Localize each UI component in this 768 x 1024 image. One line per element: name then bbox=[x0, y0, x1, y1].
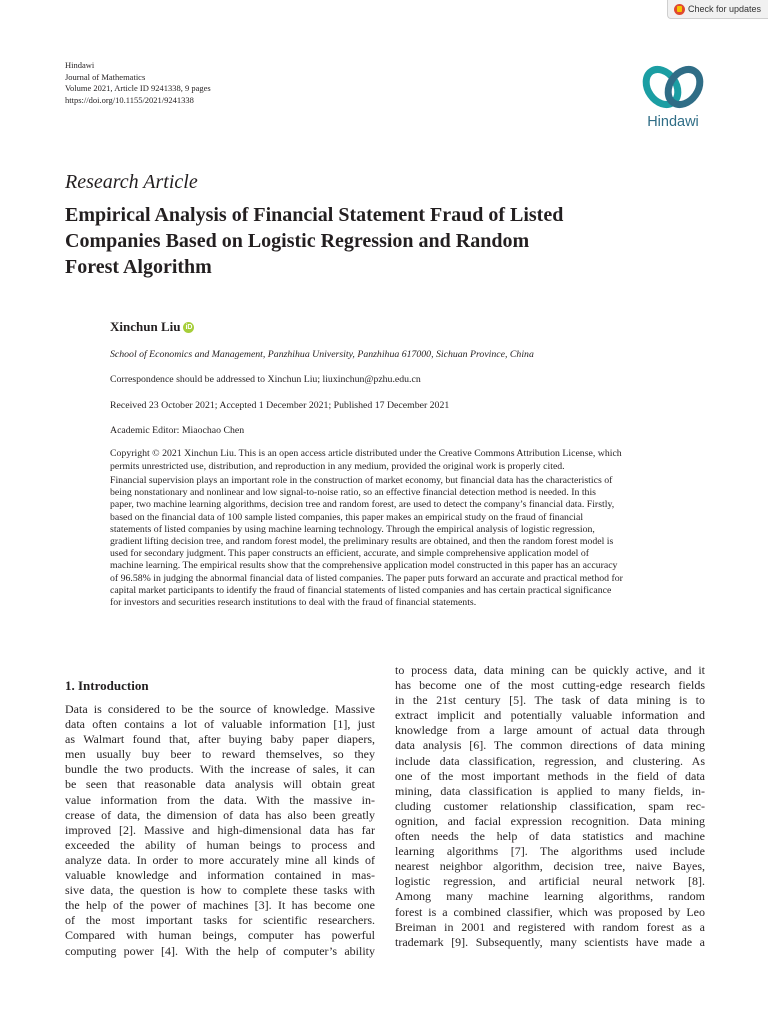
body-line: exceeded the ability of human beings to process and bbox=[65, 837, 375, 852]
abstract-line: for investors and securities research institutions to deal with the fraud of financial statements. bbox=[110, 597, 477, 609]
body-line: value information from the data. With the massive in- bbox=[65, 792, 375, 807]
journal-name: Journal of Mathematics bbox=[65, 71, 146, 82]
body-line: extract implicit and potentially valuable information and bbox=[395, 708, 705, 723]
body-line: analyze data. In order to more accurately mine all kinds of bbox=[65, 852, 375, 867]
body-line: forest is a combined classifier, which was proposed by Leo bbox=[395, 904, 705, 919]
hindawi-logo-text: Hindawi bbox=[647, 114, 699, 130]
body-line: of the most important tasks for scientific researchers. bbox=[65, 913, 375, 928]
body-line: ognition, and facial expression recognition. Data mining bbox=[395, 813, 705, 828]
body-line: data often contains a lot of valuable information [1], just bbox=[65, 717, 375, 732]
crossmark-icon bbox=[674, 4, 685, 15]
body-line: often needs the help of data statistics and machine bbox=[395, 829, 705, 844]
body-line: as Walmart found that, after buying baby paper diapers, bbox=[65, 732, 375, 747]
copyright-line: permits unrestricted use, distribution, and reproduction in any medium, provided the original work is properly cited. bbox=[110, 461, 565, 472]
body-line: Data is considered to be the source of knowledge. Massive bbox=[65, 702, 375, 716]
body-line: crease of data, the dimension of data has also been greatly bbox=[65, 807, 375, 822]
body-line: to process data, data mining can be quickly active, and it bbox=[395, 663, 705, 677]
body-column-right bbox=[395, 663, 705, 950]
abstract-line: machine learning. The empirical results show that the comprehensive application model constructed in this paper has an accuracy bbox=[110, 560, 618, 572]
body-line: knowledge from a large amount of actual data through bbox=[395, 723, 705, 738]
body-line: the help of the power of machines [3]. It has become one bbox=[65, 898, 375, 913]
body-line: learning algorithms [7]. The algorithms used include bbox=[395, 844, 705, 859]
body-line: valuable knowledge and information contained in mas- bbox=[65, 868, 375, 883]
body-line: logistic regression, and artificial neural network [8]. bbox=[395, 874, 705, 889]
body-line: Compared with human beings, computer has powerful bbox=[65, 928, 375, 943]
author-name[interactable]: Xinchun Liu bbox=[110, 319, 181, 334]
abstract-line: Financial supervision plays an important role in the construction of market economy, but financial data has the characteristics of bbox=[110, 475, 613, 486]
abstract bbox=[110, 475, 705, 609]
body-line: trademark [9]. Subsequently, many scientists have made a bbox=[395, 934, 705, 949]
copyright-line: Copyright © 2021 Xinchun Liu. This is an open access article distributed under the Creative Commons Attribution License, which bbox=[110, 448, 622, 459]
body-line: data analysis [6]. The common directions of data mining bbox=[395, 738, 705, 753]
abstract-line: gradient lifting decision tree, and random forest model, the preliminary results are obtained, and then the random forest model is bbox=[110, 536, 614, 548]
body-line: bundle the two products. With the increase of sales, it can bbox=[65, 762, 375, 777]
volume-info: Volume 2021, Article ID 9241338, 9 pages bbox=[65, 83, 211, 94]
body-line: cluding customer relationship classification, spam rec- bbox=[395, 798, 705, 813]
body-line: nearest neighbor algorithm, decision tree, naive Bayes, bbox=[395, 859, 705, 874]
body-line: be seen that reasonable data analysis will obtain great bbox=[65, 777, 375, 792]
doi-link[interactable]: https://doi.org/10.1155/2021/9241338 bbox=[65, 94, 194, 105]
abstract-line: paper, two machine learning algorithms, decision tree and random forest, are used to detect the company’s financial data. Firstly, bbox=[110, 499, 615, 511]
author bbox=[110, 319, 194, 335]
title-line: Empirical Analysis of Financial Statement Fraud of Listed bbox=[65, 204, 564, 226]
abstract-line: statements of listed companies by using machine learning technology. Through the empirical analysis of logistic regression, bbox=[110, 523, 595, 535]
article-title bbox=[65, 202, 665, 280]
affiliation: School of Economics and Management, Panzhihua University, Panzhihua 617000, Sichuan Province, China bbox=[110, 349, 534, 360]
body-line: improved [2]. Massive and high-dimensional data has far bbox=[65, 822, 375, 837]
abstract-line: capital market participants to identify the fraud of financial statements of listed companies and has certain practical significance bbox=[110, 584, 612, 596]
body-line: computing power [4]. With the help of computer’s ability bbox=[65, 943, 375, 958]
body-line: men usually buy beer to reward themselves, so they bbox=[65, 747, 375, 762]
copyright-notice bbox=[110, 447, 705, 473]
body-line: has become one of the most cutting-edge research fields bbox=[395, 678, 705, 693]
abstract-line: of 96.58% in judging the abnormal financial data of listed companies. The paper puts forward an accurate and practical method for bbox=[110, 572, 623, 584]
body-line: one of the most important methods in the field of data bbox=[395, 768, 705, 783]
publication-dates: Received 23 October 2021; Accepted 1 December 2021; Published 17 December 2021 bbox=[110, 400, 450, 411]
article-type: Research Article bbox=[65, 171, 198, 193]
body-line: in the 21st century [5]. The task of data mining is to bbox=[395, 693, 705, 708]
correspondence: Correspondence should be addressed to Xinchun Liu; liuxinchun@pzhu.edu.cn bbox=[110, 374, 421, 385]
abstract-line: used for secondary judgment. This paper constructs an efficient, accurate, and simple comprehensive application model of bbox=[110, 548, 589, 560]
body-column-left bbox=[65, 702, 375, 959]
body-line: mining, data classification is applied to many fields, in- bbox=[395, 783, 705, 798]
academic-editor: Academic Editor: Miaochao Chen bbox=[110, 425, 245, 436]
abstract-line: being nonstationary and nonlinear and low signal-to-noise ratio, so an effective financial detection method is needed. In this bbox=[110, 487, 596, 499]
title-line: Companies Based on Logistic Regression and Random bbox=[65, 230, 530, 252]
publisher-name: Hindawi bbox=[65, 60, 95, 70]
orcid-icon[interactable]: iD bbox=[185, 323, 193, 331]
body-line: Among many machine learning algorithms, random bbox=[395, 889, 705, 904]
body-line: sive data, the question is how to complete these tasks with bbox=[65, 883, 375, 898]
body-line: include data classification, regression, and clustering. As bbox=[395, 753, 705, 768]
check-for-updates-label: Check for updates bbox=[688, 4, 762, 14]
section-heading: 1. Introduction bbox=[65, 678, 149, 693]
check-for-updates-badge[interactable] bbox=[667, 0, 768, 19]
abstract-line: based on the financial data of 100 sample listed companies, this paper makes an empirical study on the fraud of financial bbox=[110, 511, 584, 523]
journal-info bbox=[65, 60, 211, 106]
title-line: Forest Algorithm bbox=[65, 256, 212, 278]
body-line: Breiman in 2001 and registered with random forest as a bbox=[395, 919, 705, 934]
